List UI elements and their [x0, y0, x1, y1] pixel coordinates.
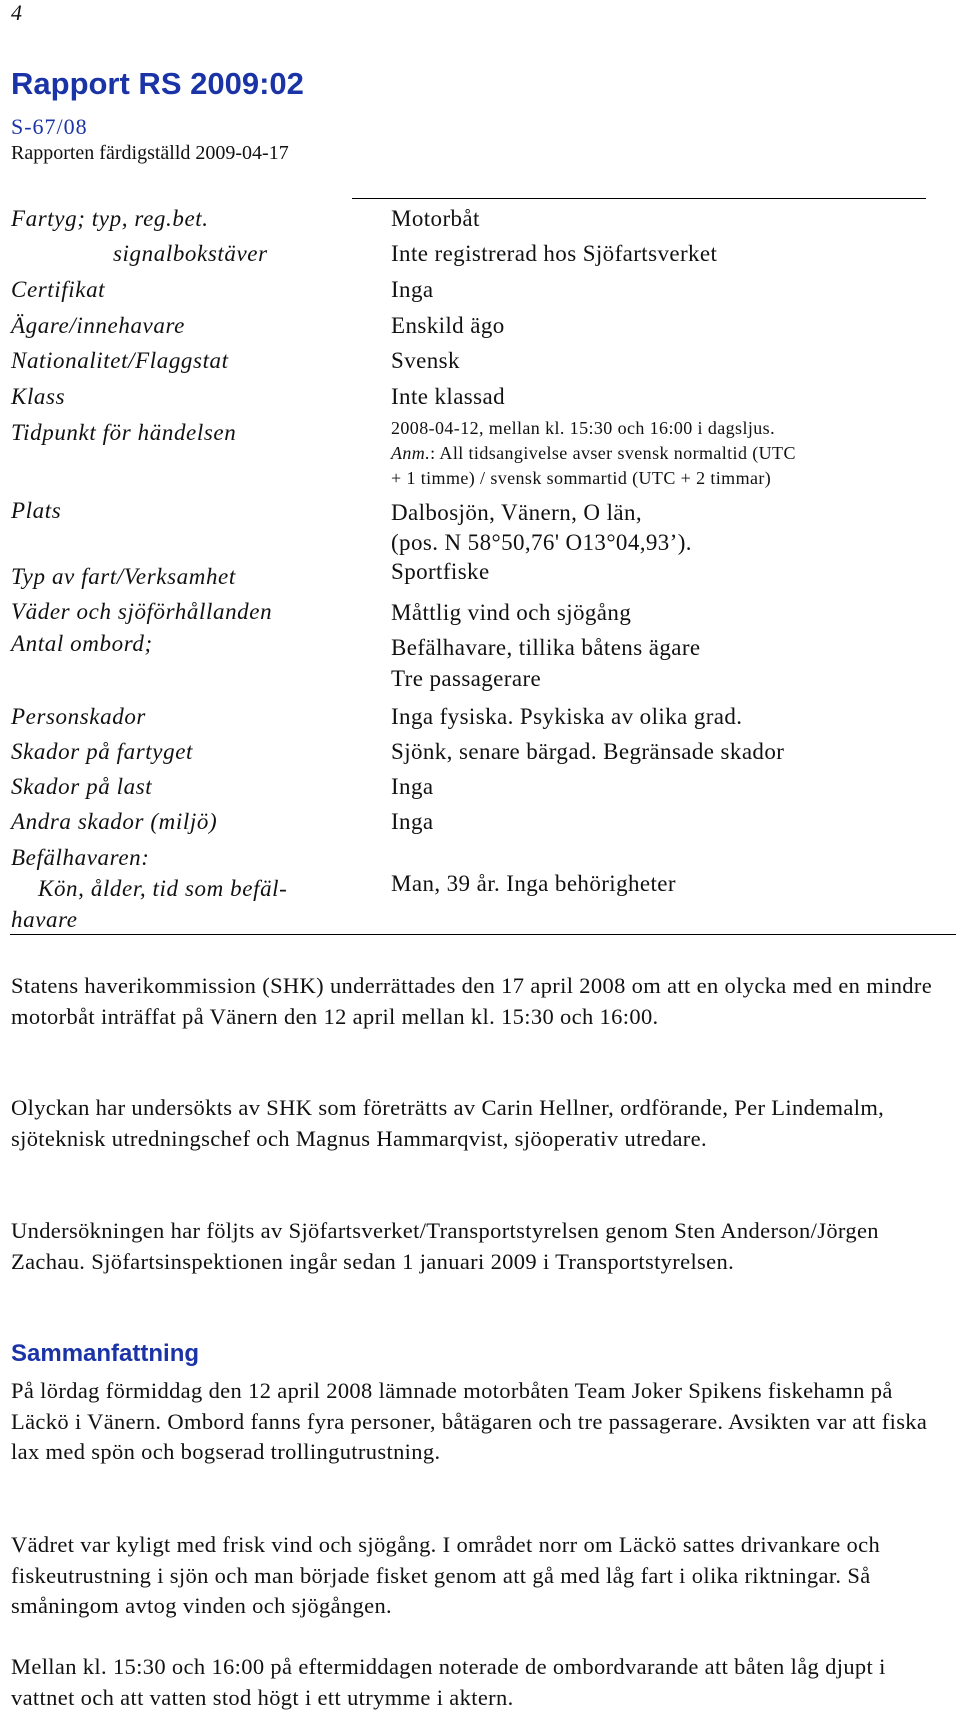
- class-label: Klass: [11, 384, 66, 409]
- onboard-passengers-value: Tre passagerare: [391, 666, 542, 691]
- call-sign-label: signalbokstäver: [113, 241, 268, 266]
- time-label: Tidpunkt för händelsen: [11, 420, 237, 445]
- summary-paragraph-departure: På lördag förmiddag den 12 april 2008 lämnade motorbåten Team Joker Spikens fiskehamn på Läckö i Vänern. Ombord fanns fyra personer, båtägaren och tre passagerare. Avsikten var att fiska lax med spön och bogserad trollingutrustning.: [11, 1378, 928, 1464]
- other-damage-value: Inga: [391, 809, 434, 834]
- onboard-master-value: Befälhavare, tillika båtens ägare: [391, 635, 701, 660]
- ship-damage-label: Skador på fartyget: [11, 739, 193, 764]
- place-label: Plats: [11, 498, 62, 523]
- weather-label: Väder och sjöförhållanden: [11, 599, 273, 624]
- intro-paragraph-investigators: Olyckan har undersökts av SHK som företrätts av Carin Hellner, ordförande, Per Lindemalm, sjöteknisk utredningschef och Magnus Hammarqvist, sjöoperativ utredare.: [11, 1095, 885, 1151]
- master-value: Man, 39 år. Inga behörigheter: [391, 871, 676, 896]
- report-code: S-67/08: [11, 114, 88, 139]
- summary-paragraph-incident: Mellan kl. 15:30 och 16:00 på eftermiddagen noterade de ombordvarande att båten låg djupt i vattnet och att vatten stod högt i ett utrymme i aktern.: [11, 1654, 886, 1710]
- report-completion-date: Rapporten färdigställd 2009-04-17: [11, 142, 289, 164]
- cargo-damage-label: Skador på last: [11, 774, 153, 799]
- registration-value: Inte registrerad hos Sjöfartsverket: [391, 241, 718, 266]
- nationality-value: Svensk: [391, 348, 460, 373]
- place-value: Dalbosjön, Vänern, O län,: [391, 500, 643, 525]
- activity-label: Typ av fart/Verksamhet: [11, 564, 236, 589]
- table-bottom-rule: [10, 934, 956, 935]
- master-details-label: Kön, ålder, tid som befäl-: [38, 876, 288, 901]
- vessel-type-label: Fartyg; typ, reg.bet.: [11, 206, 209, 231]
- time-note-continued: + 1 timme) / svensk sommartid (UTC + 2 timmar): [391, 468, 772, 488]
- owner-label: Ägare/innehavare: [11, 313, 185, 338]
- weather-value: Måttlig vind och sjögång: [391, 600, 632, 625]
- master-details-label-continued: havare: [11, 907, 78, 932]
- intro-paragraph-followed: Undersökningen har följts av Sjöfartsverket/Transportstyrelsen genom Sten Anderson/Jörgen Zachau. Sjöfartsinspektionen ingår sedan 1 januari 2009 i Transportstyrelsen.: [11, 1218, 879, 1274]
- table-top-rule: [352, 198, 926, 199]
- time-note-text: : All tidsangivelse avser svensk normaltid (UTC: [430, 443, 796, 463]
- other-damage-label: Andra skador (miljö): [11, 809, 218, 834]
- master-label: Befälhavaren:: [11, 845, 150, 870]
- summary-paragraph-weather: Vädret var kyligt med frisk vind och sjögång. I området norr om Läckö sattes drivankare och fiskeutrustning i sjön och man började fisket genom att gå med låg fart i olika riktningar. Så småningom avtog vinden och sjögången.: [11, 1532, 881, 1618]
- owner-value: Enskild ägo: [391, 313, 505, 338]
- certificate-label: Certifikat: [11, 277, 106, 302]
- injuries-label: Personskador: [11, 704, 146, 729]
- vessel-type-value: Motorbåt: [391, 206, 480, 231]
- time-value: 2008-04-12, mellan kl. 15:30 och 16:00 i dagsljus.: [391, 418, 775, 438]
- nationality-label: Nationalitet/Flaggstat: [11, 348, 229, 373]
- report-title: Rapport RS 2009:02: [11, 66, 304, 101]
- class-value: Inte klassad: [391, 384, 506, 409]
- onboard-label: Antal ombord;: [11, 631, 153, 656]
- cargo-damage-value: Inga: [391, 774, 434, 799]
- injuries-value: Inga fysiska. Psykiska av olika grad.: [391, 704, 743, 729]
- ship-damage-value: Sjönk, senare bärgad. Begränsade skador: [391, 739, 785, 764]
- time-note-prefix: Anm.: [391, 443, 431, 463]
- time-note: [391, 443, 796, 464]
- page-number: 4: [11, 0, 22, 25]
- activity-value: Sportfiske: [391, 559, 490, 584]
- section-heading-summary: Sammanfattning: [11, 1340, 200, 1367]
- certificate-value: Inga: [391, 277, 434, 302]
- intro-paragraph-notification: Statens haverikommission (SHK) underrättades den 17 april 2008 om att en olycka med en mindre motorbåt inträffat på Vänern den 12 april mellan kl. 15:30 och 16:00.: [11, 973, 933, 1029]
- position-value: (pos. N 58°50,76' O13°04,93’).: [391, 530, 692, 555]
